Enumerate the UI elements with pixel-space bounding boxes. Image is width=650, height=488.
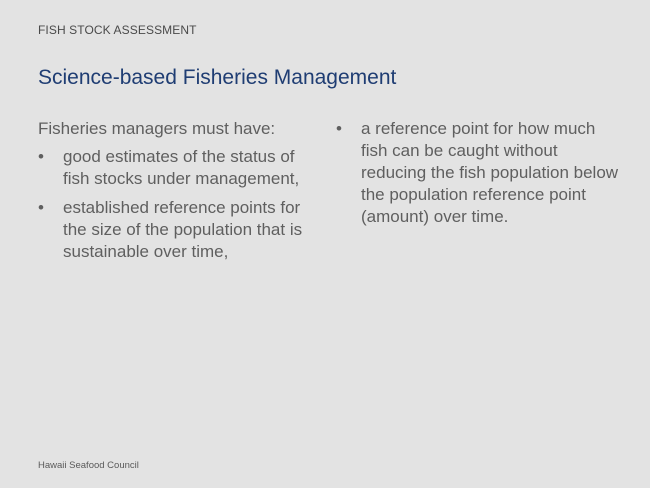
bullet-text: a reference point for how much fish can be caught without reducing the fish population below the population reference point (amount) over time. <box>361 119 619 226</box>
list-item <box>336 118 626 228</box>
right-column <box>336 118 626 235</box>
bullet-icon: • <box>336 119 342 138</box>
bullet-text: established reference points for the size of the population that is sustainable over time, <box>63 198 303 261</box>
footer-text: Hawaii Seafood Council <box>38 460 139 471</box>
bullet-icon: • <box>38 198 44 217</box>
intro-text: Fisheries managers must have: <box>38 119 276 138</box>
slide-title: Science-based Fisheries Management <box>38 66 397 89</box>
right-bullet-list <box>336 118 626 228</box>
left-bullet-list <box>38 146 323 263</box>
section-label: FISH STOCK ASSESSMENT <box>38 23 197 37</box>
left-column <box>38 118 323 270</box>
list-item <box>38 146 323 190</box>
list-item <box>38 197 323 263</box>
bullet-icon: • <box>38 147 44 166</box>
bullet-text: good estimates of the status of fish stocks under management, <box>63 147 300 188</box>
